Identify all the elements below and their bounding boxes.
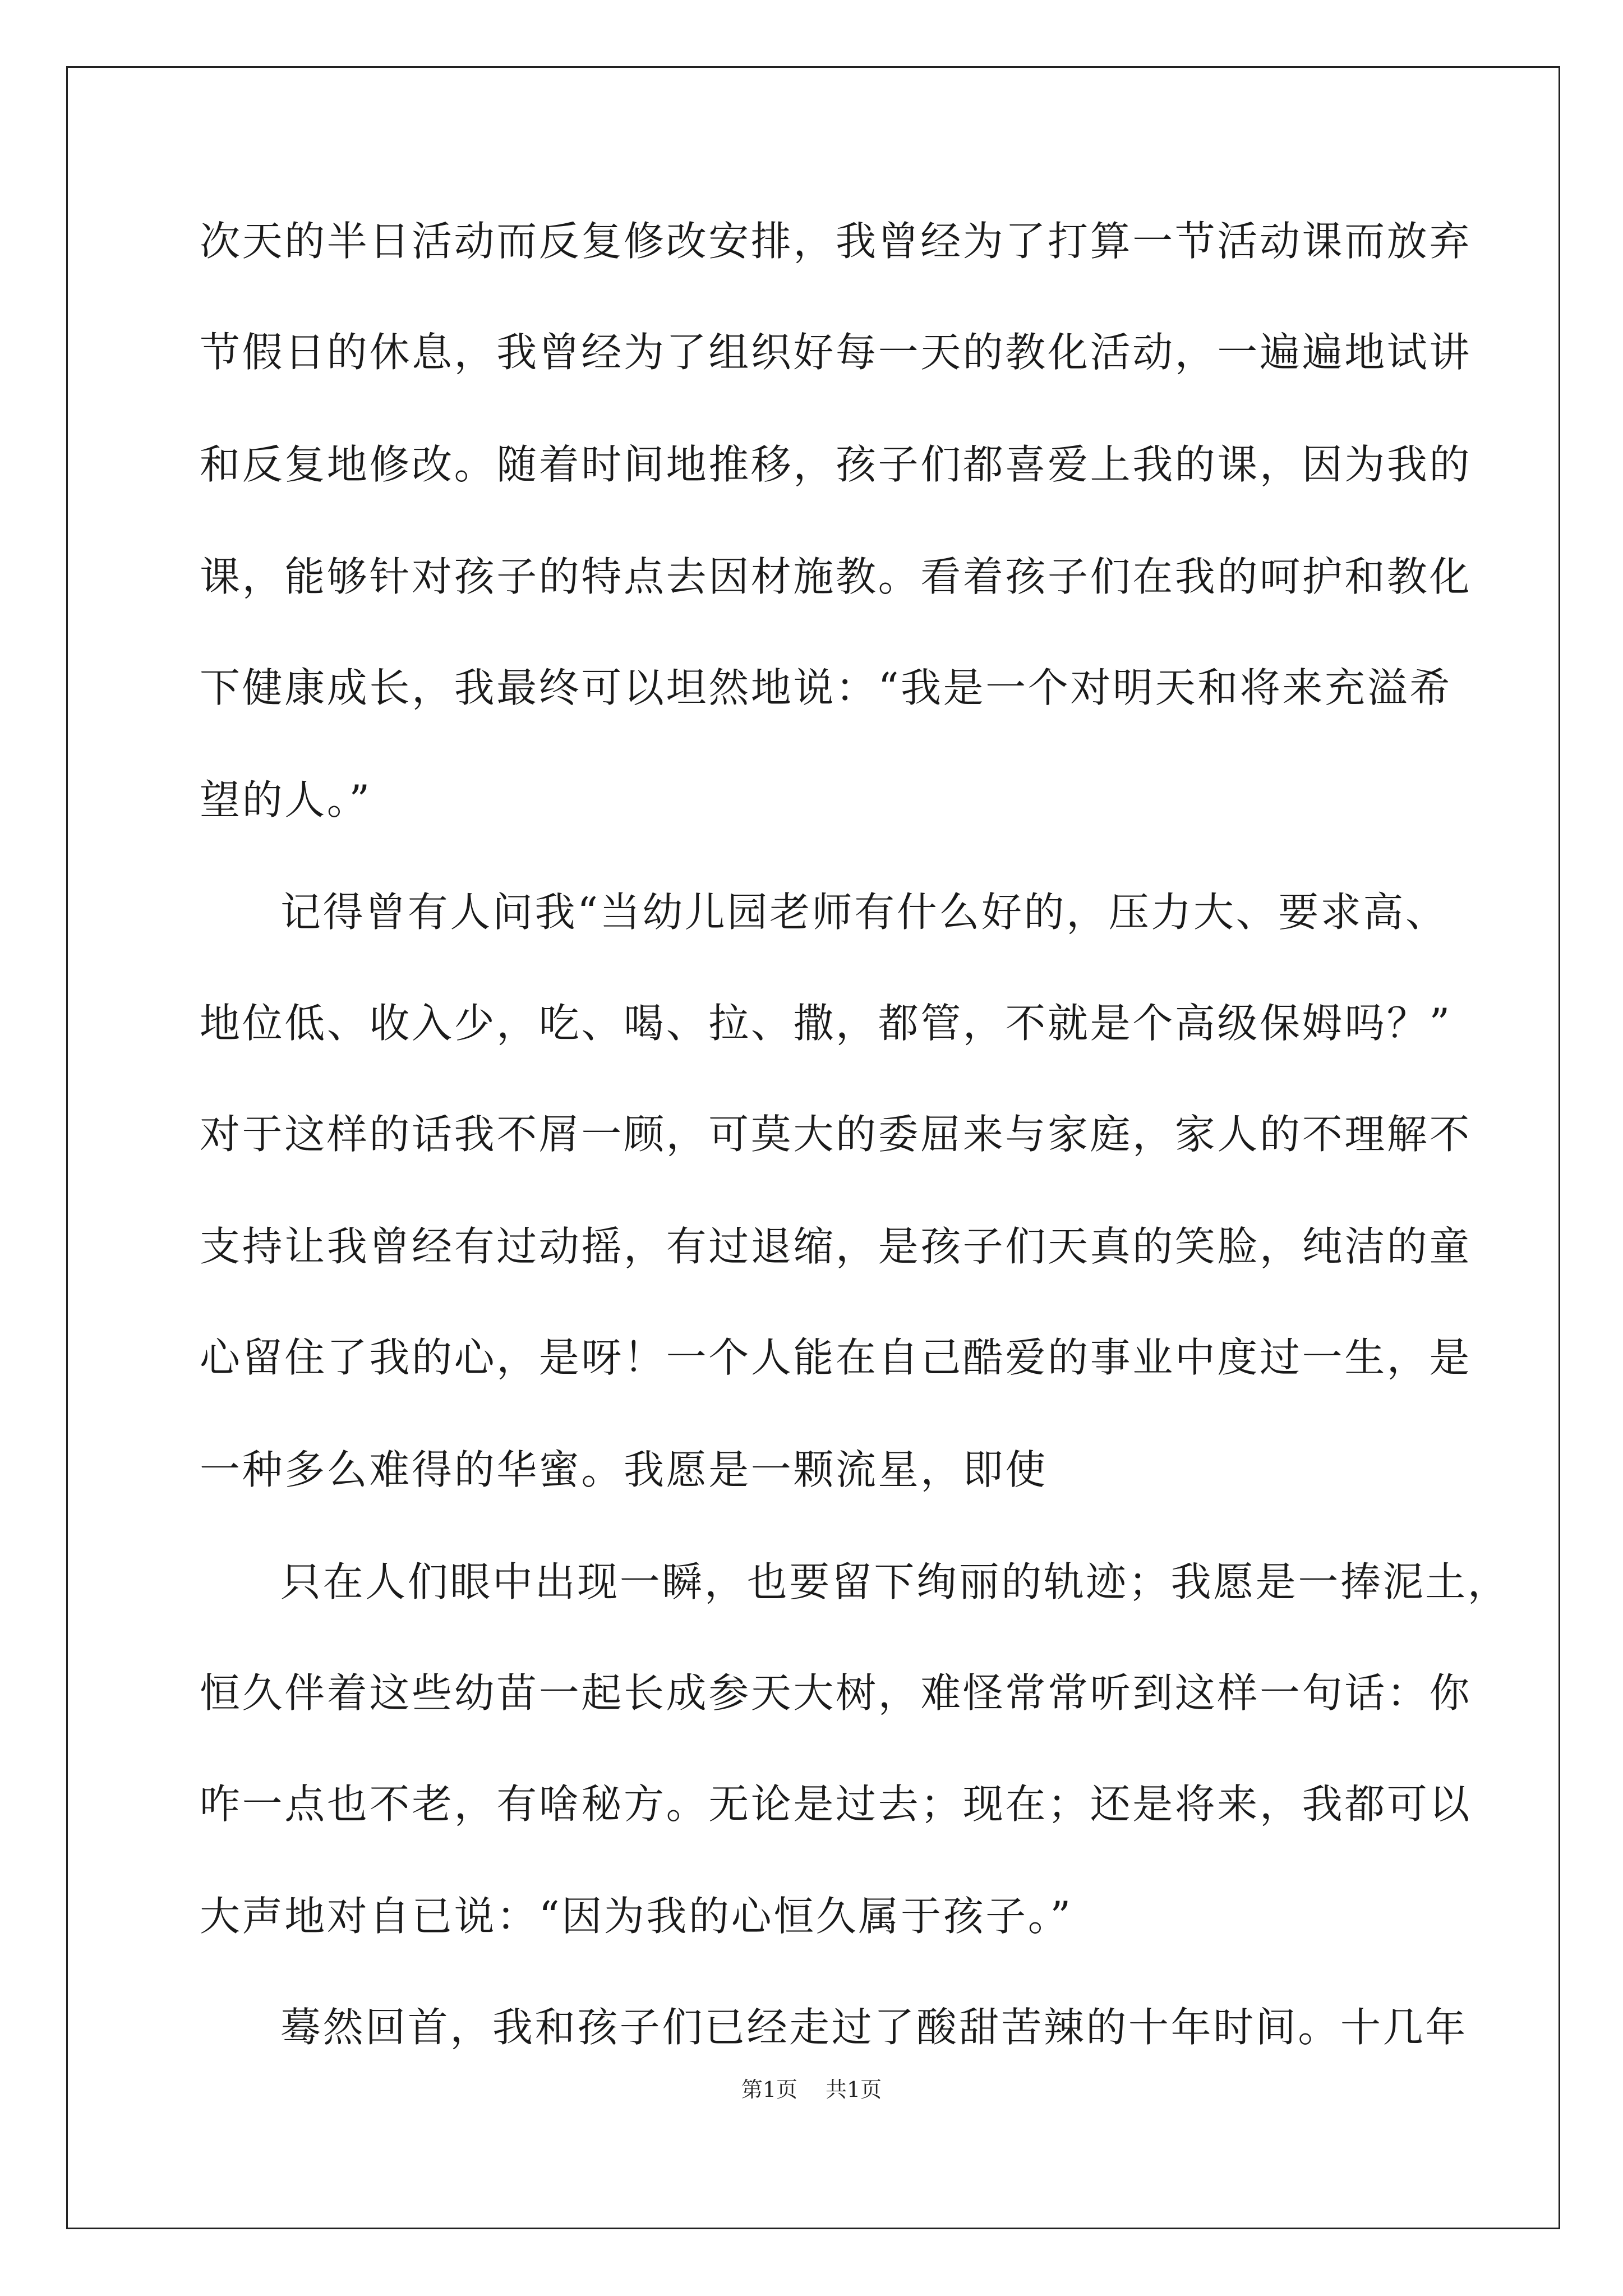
paragraph-first-line: 只在人们眼中出现一瞬，也要留下绚丽的轨迹；我愿是一捧泥土， [280, 1558, 1510, 1605]
paragraph-first-line: 蓦然回首，我和孩子们已经走过了酸甜苦辣的十年时间。十几年 [280, 2004, 1468, 2051]
text-line: 一种多么难得的华蜜。我愿是一颗流星，即使 [200, 1446, 1048, 1493]
text-line: 下健康成长，我最终可以坦然地说：“我是一个对明天和将来充溢希 [200, 664, 1452, 711]
text-line: 咋一点也不老，有啥秘方。无论是过去；现在；还是将来，我都可以 [200, 1780, 1472, 1828]
page-total: 共1页 [826, 2077, 882, 2102]
page-footer [0, 2076, 1623, 2104]
text-line: 支持让我曾经有过动摇，有过退缩，是孩子们天真的笑脸，纯洁的童 [200, 1223, 1472, 1270]
text-line: 恒久伴着这些幼苗一起长成参天大树，难怪常常听到这样一句话：你 [200, 1669, 1472, 1717]
text-line: 课，能够针对孩子的特点去因材施教。看着孩子们在我的呵护和教化 [200, 553, 1472, 600]
text-line: 心留住了我的心，是呀！一个人能在自己酷爱的事业中度过一生，是 [200, 1334, 1472, 1381]
page-number: 第1页 [741, 2077, 797, 2102]
text-line: 对于这样的话我不屑一顾，可莫大的委屈来与家庭，家人的不理解不 [200, 1111, 1472, 1158]
text-line: 地位低、收入少，吃、喝、拉、撒，都管，不就是个高级保姆吗？” [200, 1000, 1452, 1047]
text-line: 节假日的休息，我曾经为了组织好每一天的教化活动，一遍遍地试讲 [200, 329, 1472, 376]
text-line: 和反复地修改。随着时间地推移，孩子们都喜爱上我的课，因为我的 [200, 441, 1472, 488]
text-line: 次天的半日活动而反复修改安排，我曾经为了打算一节活动课而放弃 [200, 218, 1472, 265]
text-line: 大声地对自已说：“因为我的心恒久属于孩子。” [200, 1893, 1073, 1940]
text-line: 望的人。” [200, 776, 372, 823]
paragraph-first-line: 记得曾有人问我“当幼儿园老师有什么好的，压力大、要求高、 [280, 889, 1448, 936]
